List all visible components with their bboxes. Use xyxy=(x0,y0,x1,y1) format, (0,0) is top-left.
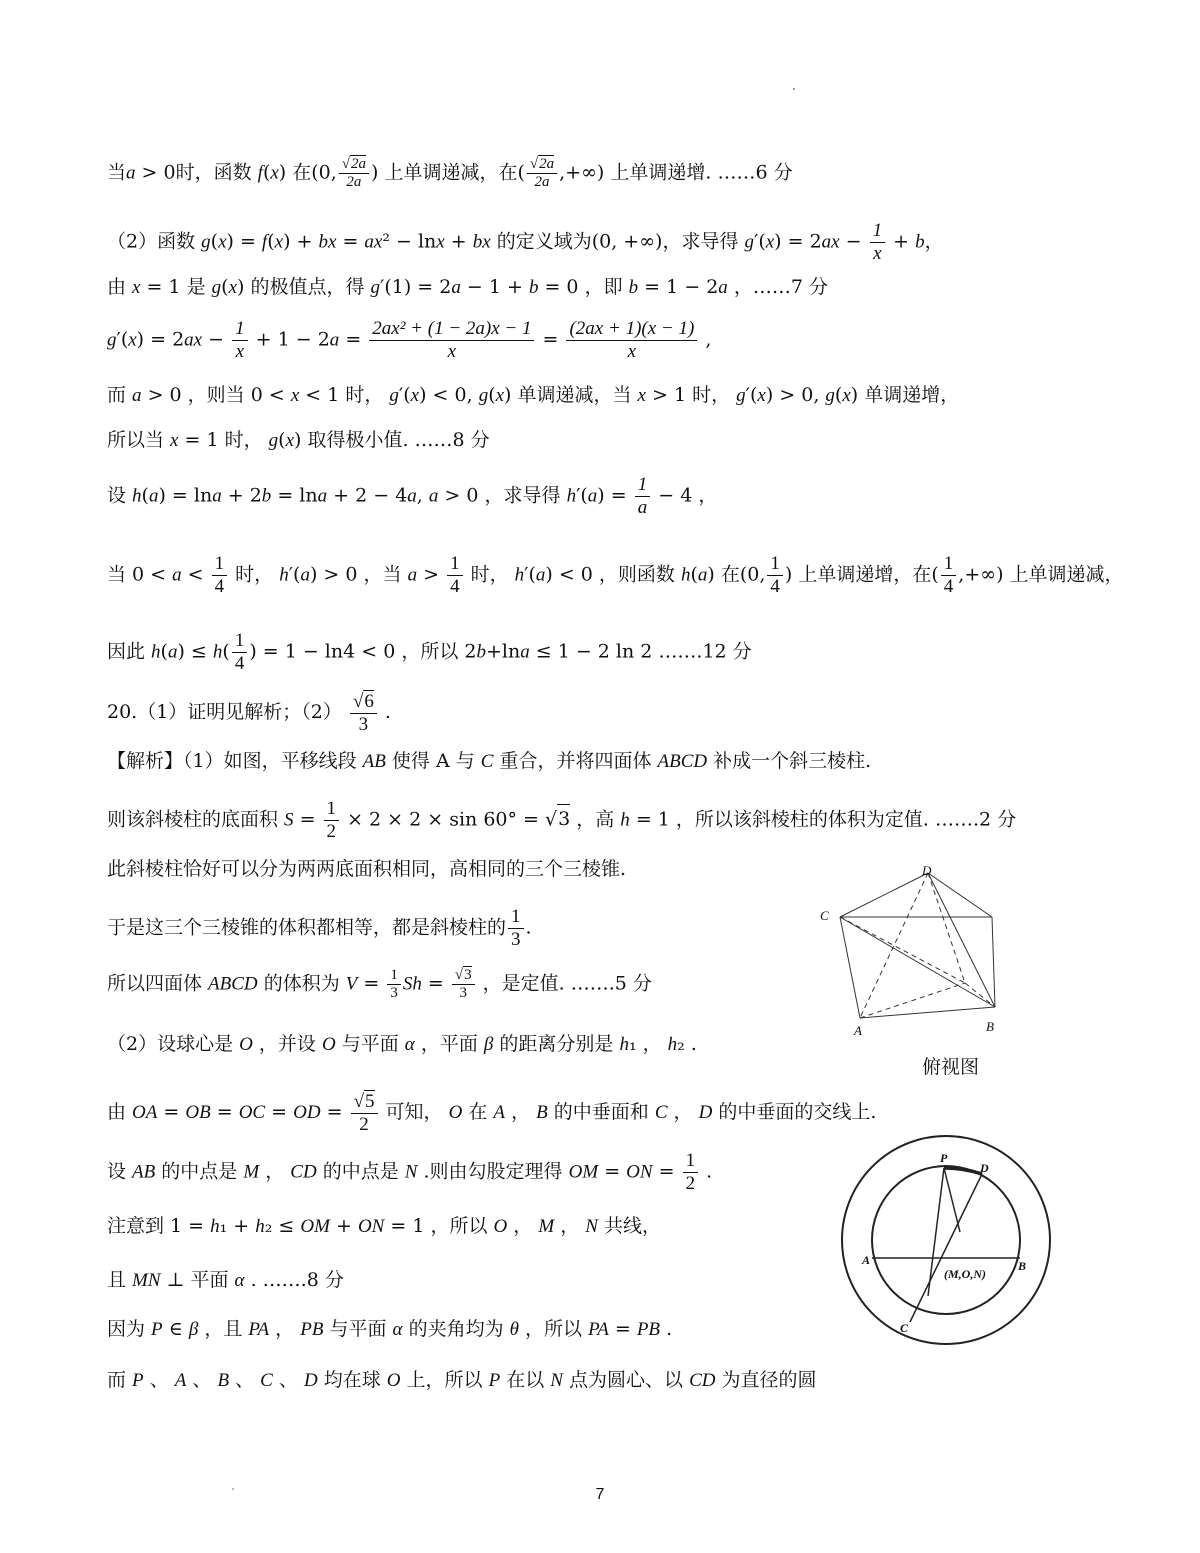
line-9: 因此 h(a) ≤ h( $\frac{1}{4}$ ) = 1 − ln4 < 0 ，所以 2b+lna ≤ 1 − 2 ln 2 …….12 分 xyxy=(107,630,752,674)
edge-DB xyxy=(928,873,995,1007)
label-A: A xyxy=(854,1023,862,1038)
line-10: 20.（1）证明见解析；（2） $\frac{√6}{3}$ . xyxy=(107,691,391,735)
line-6: 所以当 x = 1 时， g(x) 取得极小值. ……8 分 xyxy=(107,429,490,451)
label-B2: B xyxy=(1018,1259,1027,1273)
top-view-figure xyxy=(838,1132,1054,1348)
line-19: 注意到 1 = h₁ + h₂ ≤ OM + ON = 1 ，所以 O ， M ， N 共线， xyxy=(107,1215,662,1237)
line-7: 设 h(a) = lna + 2b = lna + 2 − 4a, a > 0 ，求导得 h′(a) = $\frac{1}{a}$ − 4 ， xyxy=(107,474,718,518)
edge-CD xyxy=(840,873,928,917)
line-18: 设 AB 的中点是 M ， CD 的中点是 N .则由勾股定理得 OM = ON = $\frac{1}{2}$ . xyxy=(107,1150,713,1194)
line-21: 因为 P ∈ β ，且 PA ， PB 与平面 α 的夹角均为 θ ，所以 PA = PB . xyxy=(107,1318,673,1340)
line-14: 于是这三个三棱锥的体积都相等，都是斜棱柱的 $\frac{1}{3}$ . xyxy=(107,906,532,950)
line-15: 所以四面体 ABCD 的体积为 V = $\frac{1}{3}$ Sh = $\frac{√3}{3}$ ，是定值. …….5 分 xyxy=(107,966,652,1002)
label-A2: A xyxy=(862,1253,871,1267)
edge-D-top xyxy=(928,873,992,917)
edge-DA-dashed xyxy=(860,873,928,1018)
edge-AB xyxy=(860,1007,995,1018)
line-3: 由 x = 1 是 g(x) 的极值点，得 g′(1) = 2a − 1 + b = 0 ，即 b = 1 − 2a ，……7 分 xyxy=(107,276,828,298)
line-5: 而 a > 0 ，则当 0 < x < 1 时， g′(x) < 0, g(x) 单调递减，当 x > 1 时， g′(x) > 0, g(x) 单调递增， xyxy=(107,384,960,406)
edge-hidden-B xyxy=(965,983,995,1007)
line-4: g′(x) = 2ax − $\frac{1}{x}$ + 1 − 2a = $\frac{\text{2ax² + (1 − 2a)x − 1}}{x}$ = $\frac{(2ax + 1)(x - 1)}{x}$ , xyxy=(107,318,712,362)
label-D2: D xyxy=(980,1161,989,1175)
line-P-center xyxy=(944,1168,960,1232)
scan-speck xyxy=(793,88,795,90)
line-20: 且 MN ⊥ 平面 α . …….8 分 xyxy=(107,1269,344,1291)
chord-CD xyxy=(910,1174,982,1322)
label-C: C xyxy=(820,908,829,923)
label-B: B xyxy=(986,1019,994,1034)
edge-CA xyxy=(840,917,860,1018)
line-22: 而 P 、 A 、 B 、 C 、 D 均在球 O 上，所以 P 在以 N 点为圆心、以 CD 为直径的圆 xyxy=(107,1369,817,1391)
line-P-down xyxy=(928,1168,944,1296)
edge-A-hidden xyxy=(860,983,965,1018)
label-P: P xyxy=(940,1151,948,1165)
line-8: 当 0 < a < $\frac{1}{4}$ 时， h′(a) > 0 ，当 a > $\frac{1}{4}$ 时， h′(a) < 0 ，则函数 h(a) 在(0, $\frac{1}{4}$ ) 上单调递增，在( $\frac{1}{4}$ ,+∞) 上单调递减， xyxy=(107,553,1124,597)
edge-right xyxy=(992,917,995,1007)
label-MON: (M,O,N) xyxy=(944,1267,986,1281)
line-17: 由 OA = OB = OC = OD = $\frac{√5}{2}$ 可知， O 在 A ， B 的中垂面和 C ， D 的中垂面的交线上. xyxy=(107,1091,877,1135)
line-2: （2）函数 g(x) = f(x) + bx = ax² − lnx + bx 的定义域为(0, +∞)，求导得 g′(x) = 2ax − $\frac{1}{x}$ + b， xyxy=(107,220,944,264)
label-D: D xyxy=(922,863,932,878)
prism-figure xyxy=(810,855,1010,1045)
arc-PD xyxy=(944,1168,982,1174)
line-1: 当a > 0时，函数 f(x) 在(0, $\frac{√2a}{2a}$ ) 上单调递减，在( $\frac{√2a}{2a}$ ,+∞) 上单调递增. ……6 分 xyxy=(107,156,793,191)
label-C2: C xyxy=(900,1321,909,1335)
line-13: 此斜棱柱恰好可以分为两两底面积相同，高相同的三个三棱锥. xyxy=(107,858,627,880)
line-12: 则该斜棱柱的底面积 S = $\frac{1}{2}$ × 2 × 2 × sin 60° = √3 ，高 h = 1 ，所以该斜棱柱的体积为定值. …….2 分 xyxy=(107,798,1017,842)
edge-CB xyxy=(840,917,995,1007)
inner-circle xyxy=(872,1166,1020,1314)
page-number: 7 xyxy=(595,1486,605,1503)
line-16: （2）设球心是 O ，并设 O 与平面 α ，平面 β 的距离分别是 h₁ ， h₂ . xyxy=(107,1033,697,1055)
figure-caption: 俯视图 xyxy=(922,1056,980,1078)
line-11: 【解析】（1）如图，平移线段 AB 使得 A 与 C 重合，并将四面体 ABCD 补成一个斜三棱柱. xyxy=(107,750,872,772)
edge-D-hidden xyxy=(928,873,965,983)
